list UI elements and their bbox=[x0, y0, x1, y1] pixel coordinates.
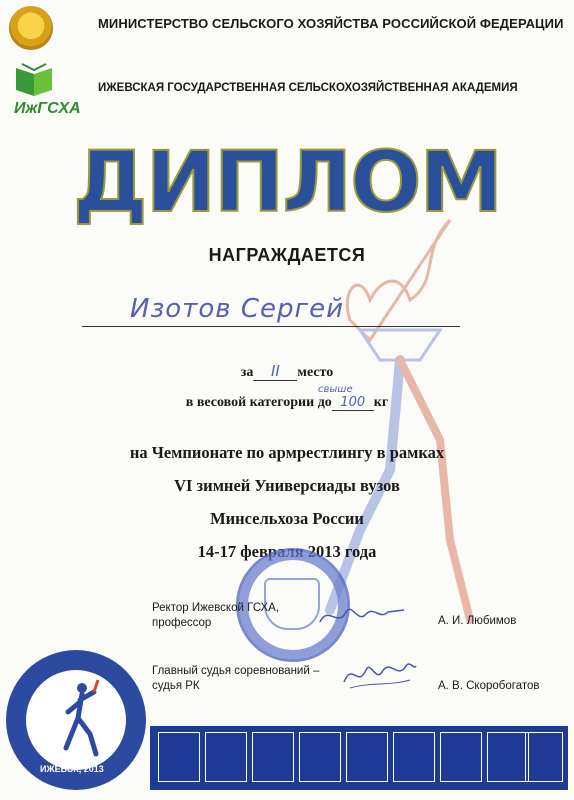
skiing-icon bbox=[252, 732, 294, 782]
awarded-heading: НАГРАЖДАЕТСЯ bbox=[208, 245, 366, 265]
weight-row bbox=[0, 395, 574, 411]
weight-note: свыше bbox=[318, 384, 353, 395]
diploma-title: ДИПЛОМ bbox=[72, 133, 502, 231]
judge-name: А. В. Скоробогатов bbox=[438, 680, 540, 692]
table-tennis-icon bbox=[346, 732, 388, 782]
hockey-icon bbox=[299, 732, 341, 782]
place-row bbox=[0, 362, 574, 381]
recipient-name: Изотов Сергей bbox=[130, 294, 345, 324]
rector-signature-icon bbox=[318, 600, 408, 630]
volleyball-icon bbox=[440, 732, 482, 782]
shooting-icon bbox=[393, 732, 435, 782]
academy-name: ИЖЕВСКАЯ ГОСУДАРСТВЕННАЯ СЕЛЬСКОХОЗЯЙСТВЕННАЯ АКАДЕМИЯ bbox=[98, 82, 518, 94]
ministry-name: МИНИСТЕРСТВО СЕЛЬСКОГО ХОЗЯЙСТВА РОССИЙСКОЙ ФЕДЕРАЦИИ bbox=[98, 16, 564, 31]
rector-name: А. И. Любимов bbox=[438, 615, 517, 627]
place-value: II bbox=[253, 362, 297, 381]
judge-label: Главный судья соревнований – судья РК bbox=[152, 665, 320, 692]
academy-logo-text: ИжГСХА bbox=[14, 100, 81, 117]
book-logo-icon bbox=[14, 60, 54, 100]
weight-prefix: в весовой категории до bbox=[185, 395, 332, 410]
place-prefix: за bbox=[240, 365, 254, 380]
chess-icon bbox=[158, 732, 200, 782]
badge-city-year: ИЖЕВСК, 2013 bbox=[40, 764, 104, 774]
tug-of-war-icon bbox=[525, 732, 563, 782]
runner-icon bbox=[58, 678, 108, 758]
weight-value: 100 bbox=[332, 395, 374, 411]
championship-line-4: 14-17 февраля 2013 года bbox=[197, 542, 377, 561]
championship-line-3: Минсельхоза России bbox=[210, 509, 364, 528]
championship-line-2: VI зимней Универсиады вузов bbox=[174, 476, 400, 495]
wrestling-icon bbox=[205, 732, 247, 782]
championship-line-1: на Чемпионате по армрестлингу в рамках bbox=[129, 443, 445, 462]
ministry-emblem-icon bbox=[9, 6, 53, 50]
sports-pictogram-bar bbox=[150, 726, 568, 790]
rector-label: Ректор Ижевской ГСХА, профессор bbox=[152, 602, 280, 629]
recipient-underline bbox=[82, 326, 460, 327]
judge-signature-icon bbox=[340, 652, 420, 694]
weight-unit: кг bbox=[373, 395, 389, 410]
fitness-icon bbox=[487, 732, 529, 782]
place-suffix: место bbox=[297, 365, 334, 380]
